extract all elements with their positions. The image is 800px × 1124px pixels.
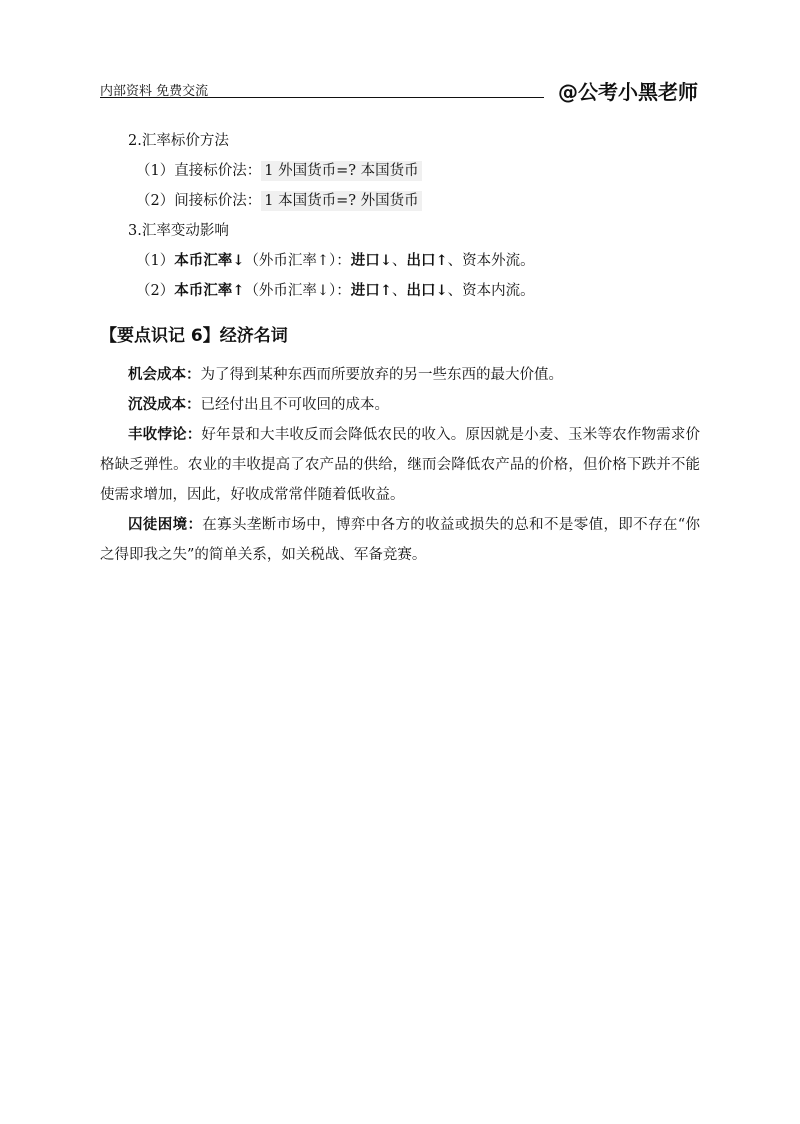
term-definition: 在寡头垄断市场中，博弈中各方的收益或损失的总和不是零值，即不存在“你之得即我之失”的简单关系，如关税战、军备竞赛。	[100, 517, 700, 563]
direct-quote-formula: 1 外国货币=? 本国货币	[261, 161, 421, 181]
impact-1-tail: 、资本外流。	[447, 253, 535, 269]
term-paragraph	[100, 390, 700, 420]
page-content	[100, 126, 700, 570]
term-paragraph	[100, 420, 700, 510]
term-colon: ：	[186, 366, 201, 383]
page-header	[100, 78, 700, 104]
impact-1-sep: 、	[391, 253, 407, 269]
term-name: 丰收悖论	[128, 426, 187, 443]
term-colon: ：	[187, 516, 203, 533]
impact-2-export: 出口↓	[406, 282, 448, 299]
impact-1-import: 进口↓	[350, 252, 392, 269]
impact-1-num: （1）	[136, 253, 175, 269]
header-left-text: 内部资料 免费交流	[100, 84, 209, 99]
impact-1-export: 出口↑	[406, 252, 448, 269]
impact-2-sep: 、	[391, 283, 407, 299]
method-heading: 2.汇率标价方法	[128, 133, 229, 149]
term-name: 沉没成本	[128, 396, 186, 413]
term-name: 机会成本	[128, 366, 186, 383]
impact-1-term: 本币汇率↓	[174, 252, 245, 269]
term-colon: ：	[186, 396, 201, 413]
impact-line-2	[100, 276, 700, 306]
term-paragraph	[100, 360, 700, 390]
term-name: 囚徒困境	[128, 516, 188, 533]
indirect-quote-line	[100, 186, 700, 216]
impact-1-paren: （外币汇率↑）：	[244, 253, 351, 269]
indirect-quote-label: （2）间接标价法：	[136, 193, 262, 209]
impact-2-num: （2）	[136, 283, 175, 299]
term-colon: ：	[186, 426, 202, 443]
impact-2-tail: 、资本内流。	[447, 283, 535, 299]
direct-quote-label: （1）直接标价法：	[136, 163, 262, 179]
header-rule	[100, 97, 544, 98]
section-title: 【要点识记 6】经济名词	[100, 326, 288, 346]
term-definition: 好年景和大丰收反而会降低农民的收入。原因就是小麦、玉米等农作物需求价格缺乏弹性。农业的丰收提高了农产品的供给，继而会降低农产品的价格，但价格下跌并不能使需求增加，因此，好收成常常伴随着低收益。	[100, 427, 701, 503]
impact-2-term: 本币汇率↑	[174, 282, 245, 299]
impact-heading: 3.汇率变动影响	[128, 223, 229, 239]
impact-2-import: 进口↑	[350, 282, 392, 299]
term-paragraph	[100, 510, 700, 570]
term-definition: 为了得到某种东西而所要放弃的另一些东西的最大价值。	[200, 367, 563, 383]
direct-quote-line	[100, 156, 700, 186]
impact-2-paren: （外币汇率↓）：	[244, 283, 351, 299]
indirect-quote-formula: 1 本国货币=? 外国货币	[261, 191, 421, 211]
header-right-text: @公考小黑老师	[558, 80, 698, 104]
impact-line-1	[100, 246, 700, 276]
term-definition: 已经付出且不可收回的成本。	[200, 397, 389, 413]
